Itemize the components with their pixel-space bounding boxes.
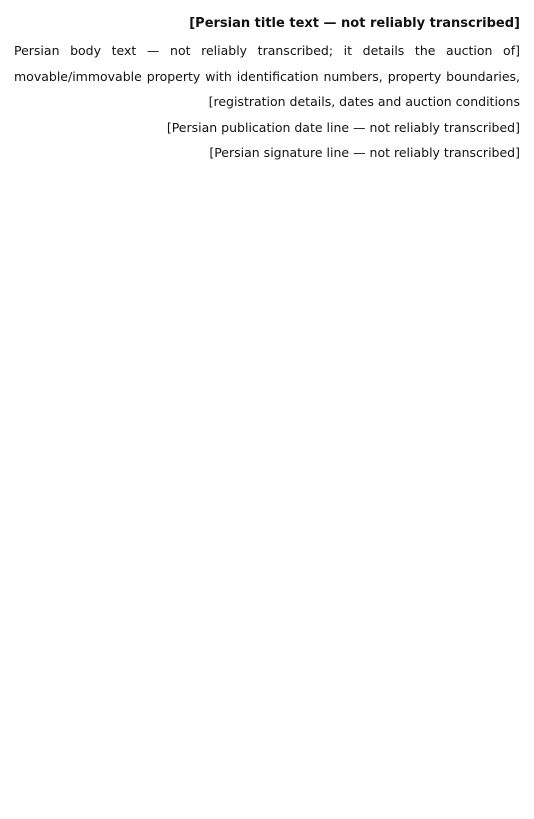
- notice-body: [Persian body text — not reliably transcribed; it details the auction of movable/immovable property with identification numbers, property boundaries, registration details, dates and auction conditions]: [10, 43, 520, 110]
- publish-date-line: [Persian publication date line — not reliably transcribed]: [166, 119, 520, 135]
- notice-title: [Persian title text — not reliably transcribed]: [189, 16, 520, 31]
- auction-notice: [10, 14, 520, 805]
- signature-line: [Persian signature line — not reliably transcribed]: [209, 145, 520, 161]
